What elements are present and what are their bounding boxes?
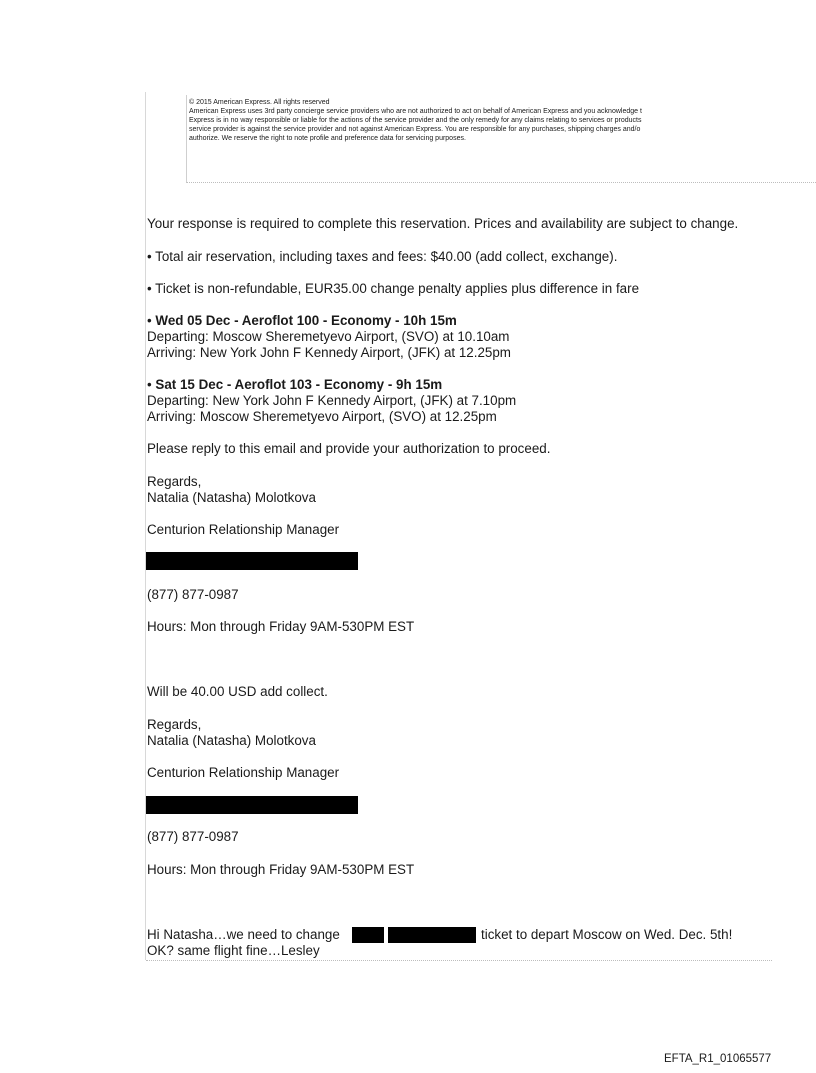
flight-2-arriving: Arriving: Moscow Sheremetyevo Airport, (SVO) at 12.25pm	[147, 409, 497, 424]
ticket-bullet: • Ticket is non-refundable, EUR35.00 change penalty applies plus difference in fare	[147, 281, 640, 296]
original-line-2: OK? same flight fine…Lesley	[147, 943, 320, 958]
sig2-hours: Hours: Mon through Friday 9AM-530PM EST	[147, 862, 415, 877]
redaction-block	[352, 927, 384, 943]
flight-2-title: Sat 15 Dec - Aeroflot 103 - Economy - 9h 15m	[155, 377, 443, 392]
footer-disclaimer-line: Express is in no way responsible or liable for the actions of the service provider and the only remedy for any claims relating to services or products	[189, 117, 642, 124]
sig2-name: Natalia (Natasha) Molotkova	[147, 733, 316, 748]
redaction-block	[146, 796, 358, 814]
message-divider	[146, 960, 772, 961]
sig1-regards: Regards,	[147, 474, 202, 489]
quote-rule	[145, 92, 146, 960]
amex-footer	[186, 95, 816, 183]
flight-2-departing: Departing: New York John F Kennedy Airport, (JFK) at 7.10pm	[147, 393, 517, 408]
footer-disclaimer-line: authorize. We reserve the right to note profile and preference data for servicing purposes.	[189, 135, 466, 142]
footer-disclaimer-line: American Express uses 3rd party concierge service providers who are not authorized to act on behalf of American Express and you acknowledge t	[189, 108, 642, 115]
sig1-name: Natalia (Natasha) Molotkova	[147, 490, 316, 505]
flight-2-bullet: •	[147, 377, 156, 392]
flight-1-arriving: Arriving: New York John F Kennedy Airport, (JFK) at 12.25pm	[147, 345, 511, 360]
flight-1-departing: Departing: Moscow Sheremetyevo Airport, (SVO) at 10.10am	[147, 329, 510, 344]
bates-number: EFTA_R1_01065577	[664, 1053, 772, 1065]
original-line-1-start: Hi Natasha…we need to change	[147, 927, 340, 942]
footer-copyright: © 2015 American Express. All rights reserved	[189, 99, 330, 106]
flight-1-heading	[147, 313, 457, 329]
redaction-block	[388, 927, 476, 943]
sig2-regards: Regards,	[147, 717, 202, 732]
total-bullet: • Total air reservation, including taxes and fees: $40.00 (add collect, exchange).	[147, 249, 618, 264]
flight-2-heading	[147, 377, 442, 393]
flight-1-bullet: •	[147, 313, 156, 328]
reservation-intro: Your response is required to complete this reservation. Prices and availability are subject to change.	[147, 216, 739, 231]
authorization-request: Please reply to this email and provide your authorization to proceed.	[147, 441, 551, 456]
sig1-title: Centurion Relationship Manager	[147, 522, 340, 537]
reply-text: Will be 40.00 USD add collect.	[147, 684, 328, 699]
sig1-hours: Hours: Mon through Friday 9AM-530PM EST	[147, 619, 415, 634]
original-line-1-end: ticket to depart Moscow on Wed. Dec. 5th!	[481, 927, 733, 942]
footer-disclaimer-line: service provider is against the service provider and not against American Express. You are responsible for any purchases, shipping charges and/o	[189, 126, 641, 133]
sig2-title: Centurion Relationship Manager	[147, 765, 340, 780]
flight-1-title: Wed 05 Dec - Aeroflot 100 - Economy - 10h 15m	[155, 313, 457, 328]
sig2-phone: (877) 877-0987	[147, 829, 239, 844]
sig1-phone: (877) 877-0987	[147, 587, 239, 602]
redaction-block	[146, 552, 358, 570]
